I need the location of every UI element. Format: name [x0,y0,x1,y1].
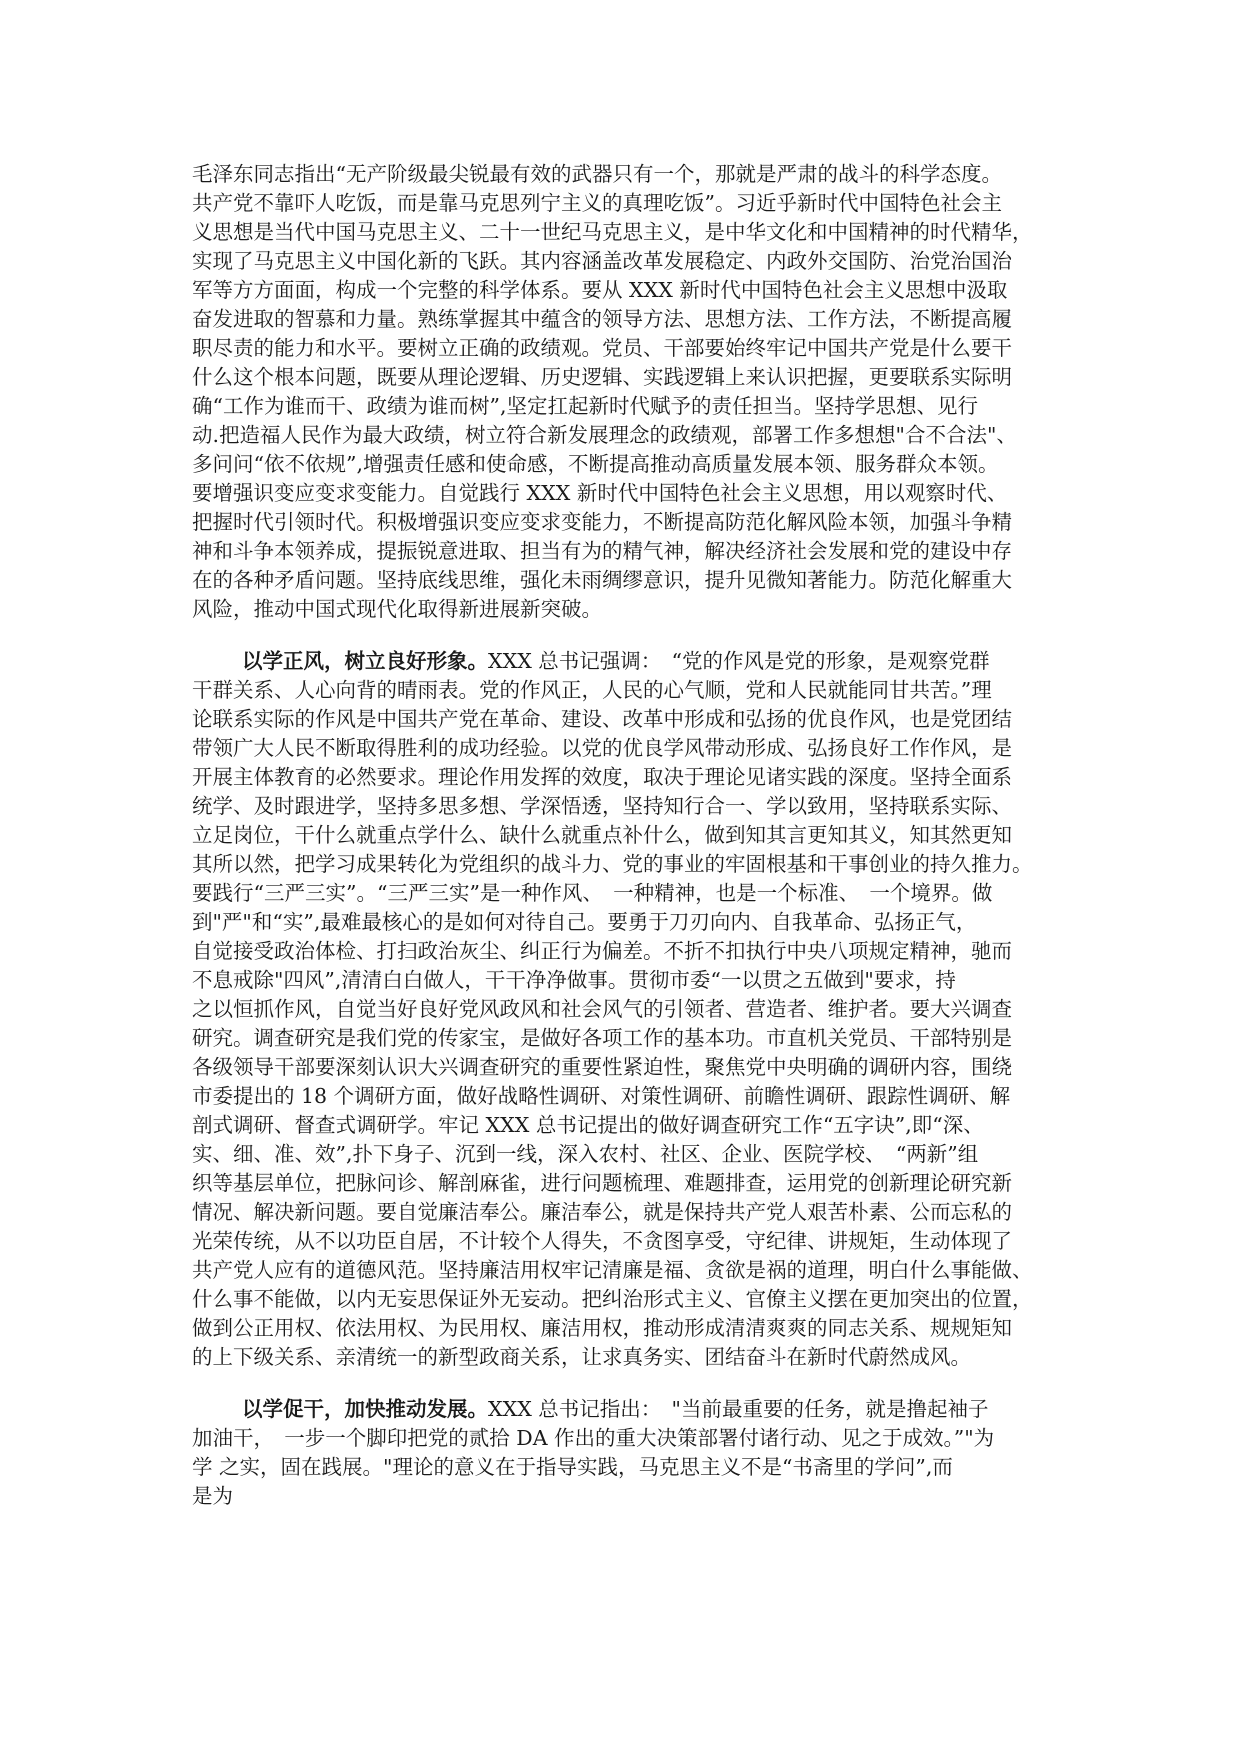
text-line: 的上下级关系、亲清统一的新型政商关系，让求真务实、团结奋斗在新时代蔚然成风。 [192,1345,971,1369]
paragraph-promote-work [192,1395,1048,1511]
text-line: 学 之实，固在践展。"理论的意义在于指导实践，马克思主义不是“书斋里的学问”,而 [192,1455,953,1479]
text-line: 要践行“三严三实”。“三严三实”是一种作风、 一种精神，也是一个标准、 一个境界。做 [192,881,993,905]
text-line: 立足岗位，干什么就重点学什么、缺什么就重点补什么，做到知其言更知其义，知其然更知 [192,823,1012,847]
text-line: 光荣传统，从不以功臣自居，不计较个人得失，不贪图享受，守纪律、讲规矩，生动体现了 [192,1229,1012,1253]
text-line: 奋发进取的智慕和力量。熟练掌握其中蕴含的领导方法、思想方法、工作方法，不断提高履 [192,307,1012,331]
text-line: 开展主体教育的必然要求。理论作用发挥的效度，取决于理论见诸实践的深度。坚持全面系 [192,765,1012,789]
paragraph-rectify-style [192,647,1048,1372]
text-line: 自觉接受政治体检、打扫政治灰尘、纠正行为偏差。不折不扣执行中央八项规定精神，驰而 [192,939,1012,963]
section-heading: 以学正风，树立良好形象。 [242,649,488,673]
text-line [192,1395,1048,1424]
text-line: 什么这个根本问题，既要从理论逻辑、历史逻辑、实践逻辑上来认识把握，更要联系实际明 [192,365,1012,389]
section-heading: 以学促干，加快推动发展。 [242,1397,488,1421]
text-line: 风险，推动中国式现代化取得新进展新突破。 [192,597,602,621]
document-page [192,160,1048,1511]
text-line: 带领广大人民不断取得胜利的成功经验。以党的优良学风带动形成、弘扬良好工作作风，是 [192,736,1012,760]
text-line: 市委提出的 18 个调研方面，做好战略性调研、对策性调研、前瞻性调研、跟踪性调研、解 [192,1084,1011,1108]
text-line [192,647,1048,676]
text-line: 剖式调研、督查式调研学。牢记 XXX 总书记提出的做好调查研究工作“五字诀”,即“深、 [192,1113,984,1137]
text-line: 实现了马克思主义中国化新的飞跃。其内容涵盖改革发展稳定、内政外交国防、治党治国治 [192,249,1012,273]
text-line: 加油干， 一步一个脚印把党的贰拾 DA 作出的重大决策部署付诸行动、见之于成效。”"为 [192,1426,995,1450]
text-line: 统学、及时跟进学，坚持多思多想、学深悟透，坚持知行合一、学以致用，坚持联系实际、 [192,794,1012,818]
text-line: 神和斗争本领养成，提振锐意进取、担当有为的精气神，解决经济社会发展和党的建设中存 [192,539,1012,563]
text-line: 确“工作为谁而干、政绩为谁而树”,坚定扛起新时代赋予的责任担当。坚持学思想、见行 [192,394,978,418]
text-line: 毛泽东同志指出“无产阶级最尖锐最有效的武器只有一个，那就是严肃的战斗的科学态度。 [192,162,1002,186]
text-line: 论联系实际的作风是中国共产党在革命、建设、改革中形成和弘扬的优良作风，也是党团结 [192,707,1012,731]
text-line: 军等方方面面，构成一个完整的科学体系。要从 XXX 新时代中国特色社会主义思想中汲取 [192,278,1008,302]
text-line: 什么事不能做，以内无妄思保证外无妄动。把纠治形式主义、官僚主义摆在更加突出的位置， [192,1287,1033,1311]
text-line: 情况、解决新问题。要自觉廉洁奉公。廉洁奉公，就是保持共产党人艰苦朴素、公而忘私的 [192,1200,1012,1224]
text-line: 把握时代引领时代。积极增强识变应变求变能力，不断提高防范化解风险本领，加强斗争精 [192,510,1012,534]
text-run: XXX 总书记指出： "当前最重要的任务，就是撸起袖子 [488,1397,989,1421]
text-line: 织等基层单位，把脉问诊、解剖麻雀，进行问题梳理、难题排查，运用党的创新理论研究新 [192,1171,1012,1195]
text-line: 到"严"和“实”,最难最核心的是如何对待自己。要勇于刀刃向内、自我革命、弘扬正气， [192,910,977,934]
text-line: 研究。调查研究是我们党的传家宝，是做好各项工作的基本功。市直机关党员、干部特别是 [192,1026,1012,1050]
paragraph-scientific-attitude [192,160,1048,624]
text-line: 共产党不靠吓人吃饭，而是靠马克思列宁主义的真理吃饭”。习近乎新时代中国特色社会主 [192,191,1002,215]
text-line: 多问问“依不依规”,增强责任感和使命感，不断提高推动高质量发展本领、服务群众本领。 [192,452,999,476]
text-line: 之以恒抓作风，自觉当好良好党风政风和社会风气的引领者、营造者、维护者。要大兴调查 [192,997,1012,1021]
text-line: 义思想是当代中国马克思主义、二十一世纪马克思主义，是中华文化和中国精神的时代精华， [192,220,1033,244]
text-line: 干群关系、人心向背的晴雨表。党的作风正，人民的心气顺，党和人民就能同甘共苦。”理 [192,678,992,702]
text-line: 动.把造福人民作为最大政绩，树立符合新发展理念的政绩观，部署工作多想想"合不合法"、 [192,423,1017,447]
text-line: 不息戒除"四风”,清清白白做人，干干净净做事。贯彻市委“一以贯之五做到"要求，持 [192,968,956,992]
text-line: 做到公正用权、依法用权、为民用权、廉洁用权，推动形成清清爽爽的同志关系、规规矩知 [192,1316,1012,1340]
text-line: 是为 [192,1484,233,1508]
text-line: 各级领导干部要深刻认识大兴调查研究的重要性紧迫性，聚焦党中央明确的调研内容，围绕 [192,1055,1012,1079]
text-line: 共产党人应有的道德风范。坚持廉洁用权牢记清廉是福、贪欲是祸的道理，明白什么事能做、 [192,1258,1033,1282]
text-line: 实、细、准、效”,扑下身子、沉到一线，深入农村、社区、企业、医院学校、 “两新”组 [192,1142,979,1166]
text-line: 在的各种矛盾问题。坚持底线思维，强化未雨绸缪意识，提升见微知著能力。防范化解重大 [192,568,1012,592]
text-run: XXX 总书记强调： “党的作风是党的形象，是观察党群 [488,649,990,673]
text-line: 职尽责的能力和水平。要树立正确的政绩观。党员、干部要始终牢记中国共产党是什么要干 [192,336,1012,360]
text-line: 要增强识变应变求变能力。自觉践行 XXX 新时代中国特色社会主义思想，用以观察时代、 [192,481,1008,505]
text-line: 其所以然，把学习成果转化为党组织的战斗力、党的事业的牢固根基和干事创业的持久推力。 [192,852,1033,876]
